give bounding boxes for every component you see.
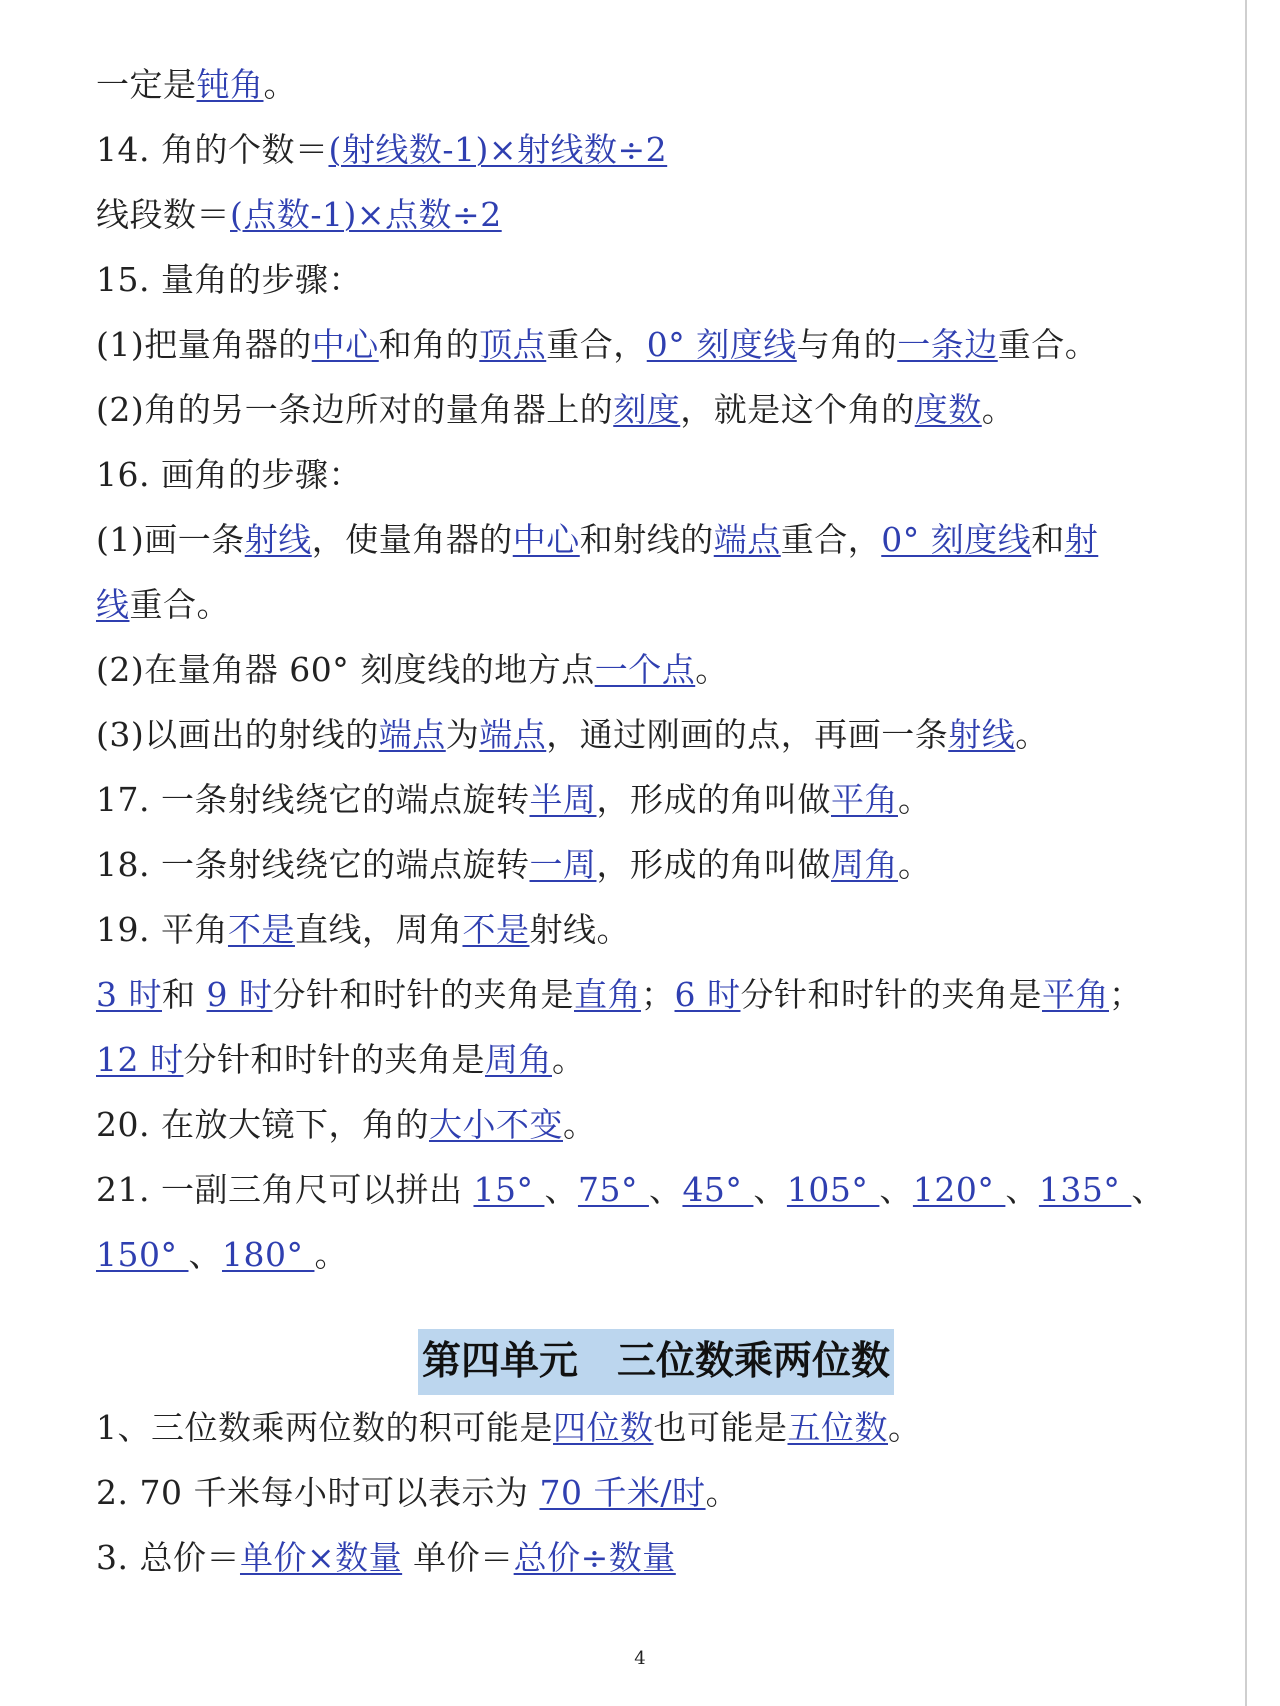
text-segment: 。 [897, 780, 932, 819]
answer-fill: 大小不变 [428, 1105, 563, 1144]
text-segment: 、 [544, 1170, 578, 1209]
text-segment: 线段数＝ [96, 195, 230, 234]
answer-fill: 中心 [512, 520, 580, 559]
text-segment: 。 [263, 65, 297, 104]
text-line [96, 1092, 1216, 1157]
text-segment: 和射线的 [579, 520, 714, 559]
section-heading: 第四单元 三位数乘两位数 [418, 1329, 894, 1395]
answer-fill: 70 千米/时 [539, 1473, 706, 1512]
text-segment: 17. 一条射线绕它的端点旋转 [96, 780, 530, 819]
text-line [96, 962, 1216, 1027]
answer-fill: 9 时 [206, 975, 273, 1014]
answer-fill: 周角 [484, 1040, 552, 1079]
text-segment: (2)角的另一条边所对的量角器上的 [96, 390, 614, 429]
notes-block-unit4 [96, 1395, 1216, 1590]
text-segment: 重合。 [129, 585, 230, 624]
answer-fill: 150° [96, 1235, 189, 1274]
text-segment: 。 [897, 845, 932, 884]
text-segment: ，形成的角叫做 [596, 845, 831, 884]
answer-fill: 中心 [311, 325, 379, 364]
text-segment: (1)把量角器的 [96, 325, 312, 364]
answer-fill: 12 时 [96, 1040, 184, 1079]
answer-fill: 120° [912, 1170, 1006, 1209]
text-segment: ，通过刚画的点，再画一条 [546, 715, 949, 754]
answer-fill: 射 [1064, 520, 1099, 559]
text-segment: 2. 70 千米每小时可以表示为 [96, 1473, 540, 1512]
text-segment: (3)以画出的射线的 [96, 715, 379, 754]
answer-fill: 75° [577, 1170, 649, 1209]
text-segment: 。 [1015, 715, 1049, 754]
text-line [96, 1157, 1216, 1222]
text-segment: 分针和时针的夹角是 [740, 975, 1042, 1014]
text-line [96, 117, 1216, 182]
text-segment: 、 [648, 1170, 683, 1209]
answer-fill: 平角 [1042, 975, 1109, 1014]
text-segment: 15. 量角的步骤： [96, 260, 362, 299]
answer-fill: 刻度 [613, 390, 681, 429]
page-edge-line [1245, 0, 1247, 1706]
text-line [96, 1395, 1216, 1460]
text-line [96, 182, 1216, 247]
text-line [96, 702, 1216, 767]
answer-fill: 单价×数量 [239, 1538, 403, 1577]
text-line [96, 1222, 1216, 1287]
answer-fill: 射线 [948, 715, 1016, 754]
text-segment: 1、三位数乘两位数的积可能是 [96, 1408, 553, 1447]
answer-fill: 135° [1038, 1170, 1132, 1209]
answer-fill: 线 [96, 585, 130, 624]
text-line [96, 572, 1216, 637]
answer-fill: 五位数 [787, 1408, 888, 1447]
text-line [96, 312, 1216, 377]
answer-fill: 一条边 [897, 325, 998, 364]
page-number: 4 [634, 1648, 646, 1669]
text-segment: 、 [753, 1170, 787, 1209]
text-segment: 一定是 [96, 65, 197, 104]
text-line [96, 637, 1216, 702]
text-segment: 、 [188, 1235, 222, 1274]
text-segment: 20. 在放大镜下，角的 [96, 1105, 429, 1144]
text-segment: 和角的 [378, 325, 480, 364]
answer-fill: 直角 [574, 975, 641, 1014]
text-segment: 18. 一条射线绕它的端点旋转 [96, 845, 530, 884]
answer-fill: 一周 [529, 845, 597, 884]
notes-block-unit3 [96, 52, 1216, 1287]
text-segment: 。 [981, 390, 1016, 429]
text-segment: 。 [314, 1235, 348, 1274]
text-segment: 为 [445, 715, 480, 754]
text-segment: 和 [1031, 520, 1065, 559]
text-segment: 分针和时针的夹角是 [183, 1040, 485, 1079]
text-segment: 直线，周角 [294, 910, 463, 949]
section-heading-wrap [96, 1329, 1216, 1395]
text-segment: 单价＝ [402, 1538, 514, 1577]
text-line [96, 52, 1216, 117]
text-line [96, 377, 1216, 442]
text-segment: (2)在量角器 60° 刻度线的地方点 [96, 650, 595, 689]
text-segment: (1)画一条 [96, 520, 245, 559]
text-line [96, 247, 1216, 312]
text-segment: 3. 总价＝ [96, 1538, 240, 1577]
text-segment: ，使量角器的 [311, 520, 513, 559]
text-line [96, 1525, 1216, 1590]
answer-fill: 6 时 [674, 975, 741, 1014]
answer-fill: (点数-1)×点数÷2 [230, 195, 502, 234]
text-segment: 分针和时针的夹角是 [272, 975, 574, 1014]
text-segment: 也可能是 [653, 1408, 788, 1447]
text-line [96, 1460, 1216, 1525]
answer-fill: 一个点 [594, 650, 696, 689]
answer-fill: 不是 [227, 910, 295, 949]
text-segment: 重合。 [997, 325, 1099, 364]
answer-fill: 180° [221, 1235, 315, 1274]
text-segment: 16. 画角的步骤： [96, 455, 362, 494]
text-segment: 。 [705, 1473, 740, 1512]
text-segment: 与角的 [796, 325, 898, 364]
answer-fill: 端点 [479, 715, 547, 754]
text-segment: 重合， [780, 520, 882, 559]
document-page [96, 52, 1216, 1590]
text-segment: 21. 一副三角尺可以拼出 [96, 1170, 474, 1209]
text-segment: 、 [879, 1170, 913, 1209]
answer-fill: (射线数-1)×射线数÷2 [328, 130, 668, 169]
answer-fill: 四位数 [553, 1408, 654, 1447]
answer-fill: 45° [682, 1170, 754, 1209]
answer-fill: 总价÷数量 [513, 1538, 676, 1577]
answer-fill: 度数 [914, 390, 982, 429]
text-segment: ； [1109, 975, 1143, 1014]
text-segment: 和 [162, 975, 207, 1014]
text-segment: 、 [1005, 1170, 1039, 1209]
text-segment: 。 [551, 1040, 586, 1079]
text-segment: 、 [1131, 1170, 1165, 1209]
text-line [96, 832, 1216, 897]
answer-fill: 射线 [244, 520, 312, 559]
text-segment: 14. 角的个数＝ [96, 130, 329, 169]
answer-fill: 钝角 [196, 65, 264, 104]
answer-fill: 周角 [830, 845, 898, 884]
answer-fill: 15° [473, 1170, 545, 1209]
text-segment: ，形成的角叫做 [596, 780, 831, 819]
text-segment: 。 [562, 1105, 597, 1144]
text-segment: 。 [695, 650, 729, 689]
text-segment: ； [641, 975, 675, 1014]
answer-fill: 0° 刻度线 [881, 520, 1032, 559]
answer-fill: 平角 [830, 780, 898, 819]
answer-fill: 不是 [462, 910, 530, 949]
text-line [96, 442, 1216, 507]
text-segment: 。 [888, 1408, 922, 1447]
text-segment: 射线。 [529, 910, 630, 949]
text-line [96, 897, 1216, 962]
text-segment: 重合， [546, 325, 647, 364]
answer-fill: 端点 [378, 715, 446, 754]
text-line [96, 507, 1216, 572]
answer-fill: 105° [786, 1170, 880, 1209]
answer-fill: 顶点 [479, 325, 547, 364]
answer-fill: 3 时 [96, 975, 162, 1014]
answer-fill: 半周 [529, 780, 597, 819]
answer-fill: 0° 刻度线 [646, 325, 797, 364]
text-segment: 19. 平角 [96, 910, 228, 949]
text-segment: ，就是这个角的 [680, 390, 915, 429]
answer-fill: 端点 [713, 520, 781, 559]
text-line [96, 767, 1216, 832]
text-line [96, 1027, 1216, 1092]
